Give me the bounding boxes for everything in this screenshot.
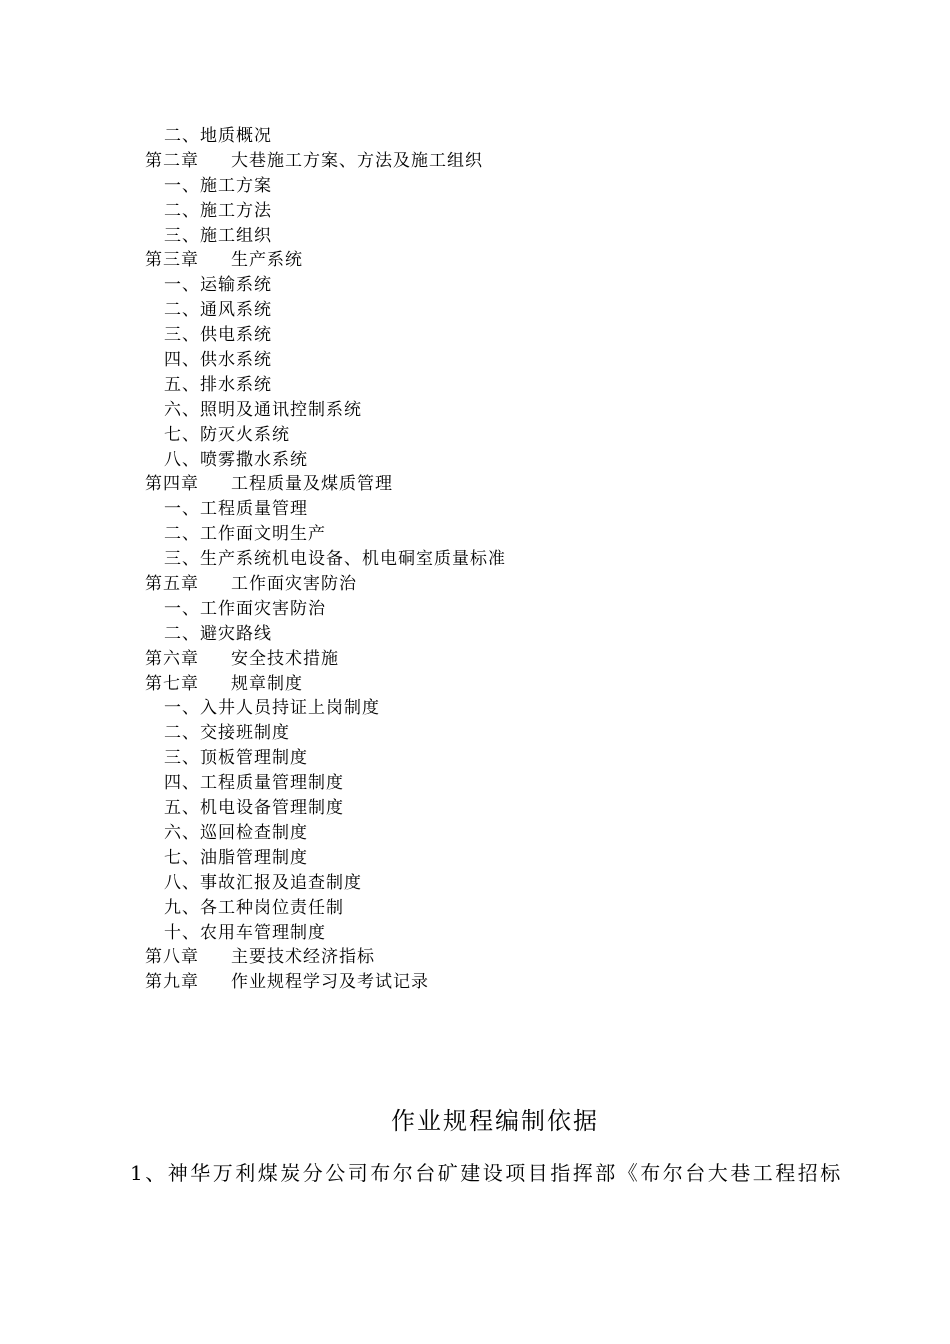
toc-section: 二、通风系统 (164, 300, 272, 321)
chapter-title: 工作面灾害防治 (231, 574, 357, 595)
toc-section: 五、排水系统 (164, 374, 272, 395)
chapter-title: 规章制度 (231, 673, 303, 694)
toc-chapter (0, 945, 950, 970)
toc-section: 一、施工方案 (164, 175, 272, 196)
toc-section: 一、运输系统 (164, 275, 272, 296)
toc-section: 三、供电系统 (164, 325, 272, 346)
toc-section: 二、避灾路线 (164, 623, 272, 644)
toc-section: 四、供水系统 (164, 350, 272, 371)
chapter-number: 第九章 (145, 972, 199, 993)
toc-section: 六、照明及通讯控制系统 (164, 399, 362, 420)
toc-section: 一、工程质量管理 (164, 499, 308, 520)
table-of-contents (0, 124, 950, 995)
chapter-title: 主要技术经济指标 (231, 947, 375, 968)
chapter-title: 工程质量及煤质管理 (231, 474, 393, 495)
toc-section: 一、入井人员持证上岗制度 (164, 698, 380, 719)
body-paragraph: 1、神华万利煤炭分公司布尔台矿建设项目指挥部《布尔台大巷工程招标 (130, 1161, 843, 1185)
toc-section: 五、机电设备管理制度 (164, 798, 344, 819)
toc-section: 三、生产系统机电设备、机电硐室质量标准 (164, 549, 506, 570)
chapter-number: 第四章 (145, 474, 199, 495)
toc-section: 七、油脂管理制度 (164, 847, 308, 868)
toc-section: 二、地质概况 (164, 126, 272, 146)
toc-chapter (0, 970, 950, 995)
section-heading: 作业规程编制依据 (391, 1107, 599, 1135)
chapter-title: 大巷施工方案、方法及施工组织 (231, 150, 483, 171)
toc-section: 七、防灭火系统 (164, 424, 290, 445)
toc-chapter (0, 248, 950, 273)
toc-section: 四、工程质量管理制度 (164, 773, 344, 794)
chapter-number: 第二章 (145, 150, 199, 171)
toc-section: 八、事故汇报及追查制度 (164, 872, 362, 893)
toc-section: 二、施工方法 (164, 200, 272, 221)
chapter-number: 第三章 (145, 250, 199, 271)
chapter-number: 第八章 (145, 947, 199, 968)
toc-section: 二、交接班制度 (164, 723, 290, 744)
chapter-title: 作业规程学习及考试记录 (231, 972, 429, 993)
toc-section: 六、巡回检查制度 (164, 822, 308, 843)
toc-section: 二、工作面文明生产 (164, 524, 326, 545)
toc-chapter (0, 472, 950, 497)
toc-section: 十、农用车管理制度 (164, 922, 326, 943)
toc-chapter (0, 572, 950, 597)
chapter-title: 安全技术措施 (231, 648, 339, 669)
chapter-number: 第六章 (145, 648, 199, 669)
toc-chapter (0, 149, 950, 174)
toc-section: 八、喷雾撒水系统 (164, 449, 308, 470)
toc-chapter (0, 672, 950, 697)
chapter-number: 第七章 (145, 673, 199, 694)
toc-section: 三、施工组织 (164, 225, 272, 246)
toc-section: 一、工作面灾害防治 (164, 598, 326, 619)
chapter-number: 第五章 (145, 574, 199, 595)
toc-section: 三、顶板管理制度 (164, 748, 308, 769)
toc-chapter (0, 647, 950, 672)
chapter-title: 生产系统 (231, 250, 303, 271)
toc-section: 九、各工种岗位责任制 (164, 897, 344, 918)
